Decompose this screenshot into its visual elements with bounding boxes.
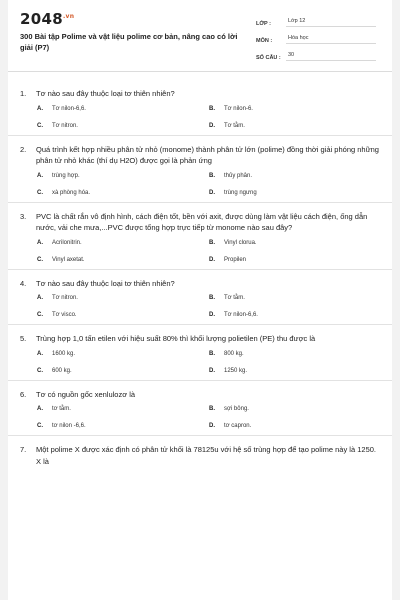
option-text: Acrilonitrin.: [52, 239, 82, 246]
answer-option[interactable]: [209, 106, 381, 112]
answer-option[interactable]: [209, 123, 381, 129]
option-letter: C.: [37, 189, 43, 196]
answer-option[interactable]: [37, 257, 209, 263]
question-stem: [20, 325, 380, 345]
answer-option[interactable]: [37, 240, 209, 246]
option-letter: C.: [37, 256, 43, 263]
question-item: [8, 270, 392, 326]
meta-row-subject: [256, 29, 376, 44]
question-number: 6.: [20, 389, 27, 399]
option-letter: D.: [209, 256, 215, 263]
question-text: Quá trình kết hợp nhiều phân tử nhỏ (monome) thành phân tử lớn (polime) đồng thời giải phóng những phân tử nhỏ khác (thí dụ H2O) được gọi là phản ứng: [36, 144, 379, 165]
meta-label: LỚP :: [256, 21, 271, 27]
question-item: [8, 436, 392, 467]
option-text: trùng ngưng: [224, 189, 257, 196]
answer-option[interactable]: [37, 368, 209, 374]
option-text: tơ tằm.: [52, 406, 71, 412]
option-letter: B.: [209, 239, 215, 246]
option-text: 600 kg.: [52, 367, 72, 374]
option-text: 800 kg.: [224, 350, 244, 357]
option-text: trùng hợp.: [52, 172, 80, 179]
document-meta: [256, 12, 376, 63]
question-item: [8, 381, 392, 437]
question-stem: [20, 381, 380, 401]
answer-option[interactable]: [209, 295, 381, 301]
question-text: Tơ nào sau đây thuộc loại tơ thiên nhiên?: [36, 278, 175, 288]
answer-options: [20, 345, 380, 380]
answer-option[interactable]: [37, 423, 209, 429]
option-text: tơ nilon -6,6.: [52, 423, 86, 429]
option-text: Vinyl clorua.: [224, 239, 257, 246]
answer-option[interactable]: [37, 190, 209, 196]
option-text: thủy phân.: [224, 172, 253, 179]
answer-option[interactable]: [209, 351, 381, 357]
question-item: [8, 80, 392, 136]
option-letter: B.: [209, 172, 215, 179]
meta-label: SỐ CÂU :: [256, 55, 281, 61]
question-number: 1.: [20, 89, 27, 98]
document-page: [8, 0, 392, 600]
question-stem: [20, 270, 380, 290]
option-letter: C.: [37, 122, 43, 129]
option-text: Tơ tằm.: [224, 122, 245, 129]
option-text: 1250 kg.: [224, 367, 248, 374]
question-list: [8, 72, 392, 467]
answer-option[interactable]: [37, 351, 209, 357]
question-text: Tơ có nguồn gốc xenlulozơ là: [36, 389, 136, 399]
answer-options: [20, 167, 380, 202]
option-text: Tơ nilon-6.: [224, 105, 253, 112]
option-letter: D.: [209, 423, 215, 429]
option-letter: B.: [209, 406, 215, 412]
option-letter: C.: [37, 423, 43, 429]
option-text: Vinyl axetat.: [52, 256, 85, 263]
meta-label: MÔN :: [256, 38, 273, 44]
answer-option[interactable]: [209, 423, 381, 429]
option-text: Tơ tằm.: [224, 295, 245, 301]
question-text: Trùng hợp 1,0 tấn etilen với hiệu suất 80% thì khối lượng polietilen (PE) thu được là: [36, 334, 316, 343]
option-text: 1600 kg.: [52, 350, 76, 357]
question-text: PVC là chất rắn vô định hình, cách điện tốt, bền với axit, được dùng làm vật liệu cách điện, ống dẫn nước, vải che mưa,...PVC được tổng hợp trực tiếp từ monome nào sau đây?: [36, 211, 368, 232]
answer-option[interactable]: [209, 312, 381, 318]
answer-option[interactable]: [37, 173, 209, 179]
option-letter: A.: [37, 350, 43, 357]
meta-value: Hóa học: [286, 35, 376, 44]
option-letter: A.: [37, 406, 43, 412]
meta-value: 30: [286, 52, 376, 61]
option-letter: A.: [37, 172, 43, 179]
meta-value: Lớp 12: [286, 18, 376, 27]
option-letter: A.: [37, 105, 43, 112]
option-text: Tơ nitron.: [52, 295, 78, 301]
question-item: [8, 136, 392, 203]
option-text: xà phòng hóa.: [52, 189, 91, 196]
answer-options: [20, 400, 380, 435]
option-letter: C.: [37, 312, 43, 318]
question-stem: [20, 203, 380, 234]
option-letter: B.: [209, 350, 215, 357]
option-text: Tơ nilon-6,6.: [52, 105, 86, 112]
option-text: Tơ nilon-6,6.: [224, 312, 258, 318]
document-header: [8, 0, 392, 72]
question-stem: [20, 136, 380, 167]
answer-options: [20, 234, 380, 269]
question-stem: [20, 436, 380, 467]
answer-option[interactable]: [37, 295, 209, 301]
question-stem: [20, 80, 380, 100]
answer-option[interactable]: [37, 106, 209, 112]
option-letter: A.: [37, 239, 43, 246]
answer-option[interactable]: [37, 312, 209, 318]
question-text: Một polime X được xác định có phân tử khối là 78125u với hệ số trùng hợp để tạo polime này là 1250. X là: [36, 445, 376, 466]
document-title: 300 Bài tập Polime và vật liệu polime cơ bản, nâng cao có lời giải (P7): [20, 32, 238, 52]
answer-option[interactable]: [209, 368, 381, 374]
option-letter: A.: [37, 295, 43, 301]
option-letter: D.: [209, 312, 215, 318]
option-letter: D.: [209, 122, 215, 129]
answer-option[interactable]: [209, 173, 381, 179]
meta-row-class: [256, 12, 376, 27]
logo-domain: .vn: [62, 13, 75, 20]
meta-row-count: [256, 46, 376, 61]
question-number: 2.: [20, 144, 27, 154]
answer-option[interactable]: [37, 406, 209, 412]
answer-option[interactable]: [209, 240, 381, 246]
option-letter: B.: [209, 295, 215, 301]
option-letter: C.: [37, 367, 43, 374]
question-text: Tơ nào sau đây thuộc loại tơ thiên nhiên?: [36, 89, 175, 98]
answer-options: [20, 100, 380, 135]
option-letter: D.: [209, 189, 215, 196]
option-letter: B.: [209, 105, 215, 112]
question-item: [8, 325, 392, 381]
logo-text: 2048: [20, 10, 63, 28]
answer-option[interactable]: [37, 123, 209, 129]
answer-option[interactable]: [209, 257, 381, 263]
question-number: 5.: [20, 334, 27, 343]
question-number: 7.: [20, 445, 27, 454]
question-item: [8, 203, 392, 270]
answer-option[interactable]: [209, 406, 381, 412]
option-text: sợi bông.: [224, 406, 249, 412]
question-number: 4.: [20, 278, 27, 288]
answer-option[interactable]: [209, 190, 381, 196]
option-text: Tơ nitron.: [52, 122, 78, 129]
option-text: Tơ visco.: [52, 312, 77, 318]
question-number: 3.: [20, 211, 27, 221]
answer-options: [20, 289, 380, 324]
option-text: Propilen: [224, 256, 247, 263]
option-letter: D.: [209, 367, 215, 374]
option-text: tơ capron.: [224, 423, 252, 429]
